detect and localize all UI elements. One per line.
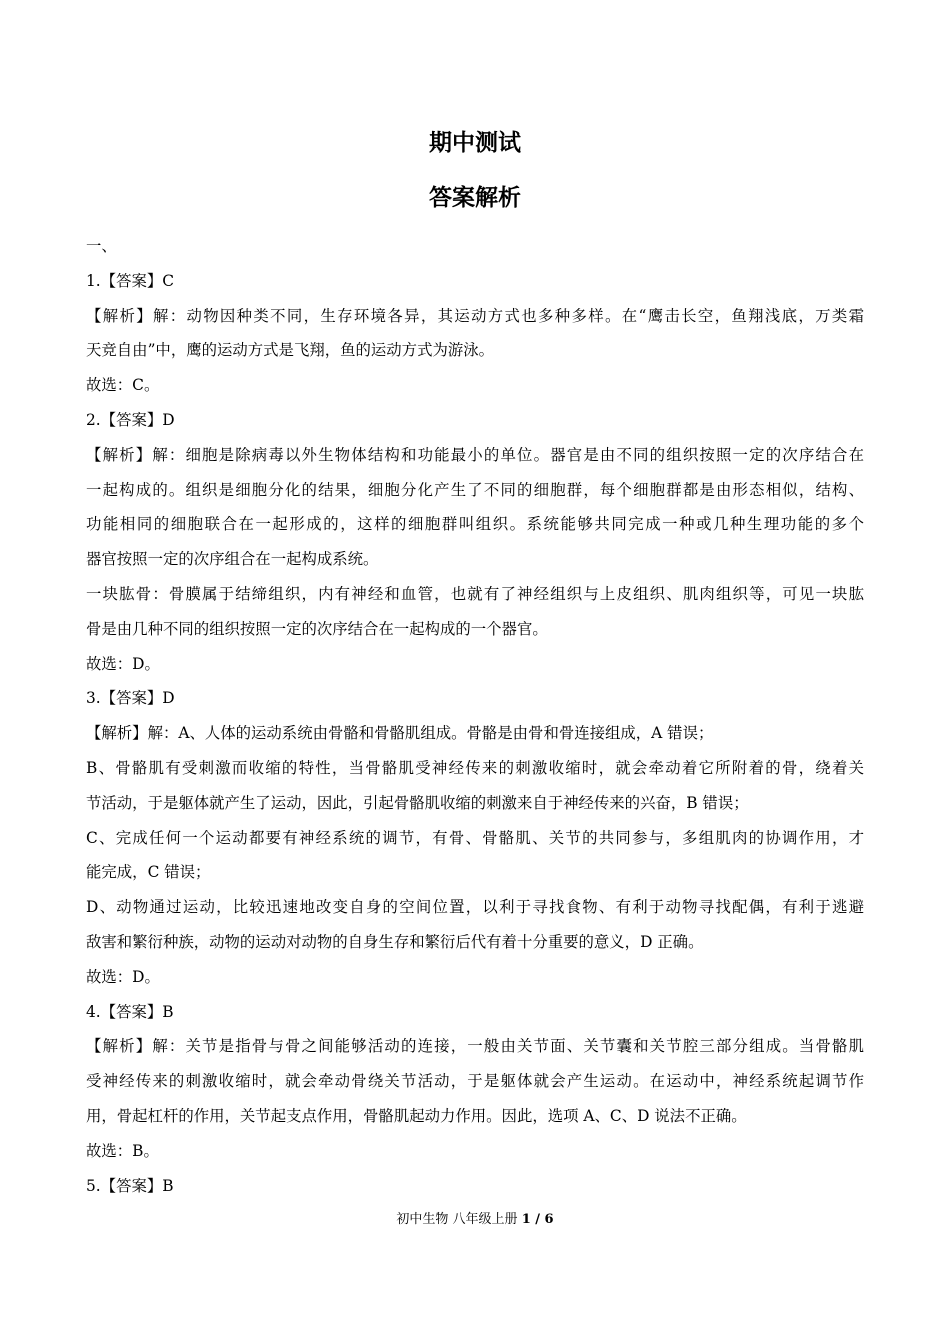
page-subtitle: 答案解析 bbox=[429, 185, 521, 211]
body-line: 一、 bbox=[86, 237, 117, 255]
body-line: 故选：B。 bbox=[86, 1141, 159, 1160]
page-title: 期中测试 bbox=[429, 130, 521, 156]
body-line: 敌害和繁衍种族，动物的运动对动物的自身生存和繁衍后代有着十分重要的意义，D 正确。 bbox=[86, 932, 704, 951]
body-line: 5.【答案】B bbox=[86, 1176, 174, 1195]
body-line: 【解析】解：A、人体的运动系统由骨骼和骨骼肌组成。骨骼是由骨和骨连接组成，A 错误； bbox=[86, 724, 714, 743]
body-line: 2.【答案】D bbox=[86, 410, 175, 429]
body-line: 故选：D。 bbox=[86, 967, 160, 986]
body-line: 用，骨起杠杆的作用，关节起支点作用，骨骼肌起动力作用。因此，选项 A、C、D 说法不正确。 bbox=[86, 1106, 747, 1125]
body-line: 【解析】解：动物因种类不同，生存环境各异，其运动方式也多种多样。在“鹰击长空，鱼翔浅底，万类霜 bbox=[86, 306, 864, 325]
body-line: 故选：D。 bbox=[86, 654, 160, 673]
body-line: D、动物通过运动，比较迅速地改变自身的空间位置，以利于寻找食物、有利于动物寻找配偶，有利于逃避 bbox=[86, 898, 864, 917]
document-body bbox=[86, 229, 864, 1203]
body-line: 受神经传来的刺激收缩时，就会牵动骨绕关节活动，于是躯体就会产生运动。在运动中，神经系统起调节作 bbox=[86, 1072, 864, 1091]
page-number: 1 / 6 bbox=[521, 1212, 554, 1227]
body-line: 节活动，于是躯体就产生了运动，因此，引起骨骼肌收缩的刺激来自于神经传来的兴奋，B 错误； bbox=[86, 793, 749, 812]
footer-label: 初中生物 八年级上册 bbox=[396, 1212, 518, 1227]
body-line: 器官按照一定的次序组合在一起构成系统。 bbox=[86, 550, 379, 569]
body-line: C、完成任何一个运动都要有神经系统的调节，有骨、骨骼肌、关节的共同参与，多组肌肉的协调作用，才 bbox=[86, 828, 864, 847]
body-line: 3.【答案】D bbox=[86, 689, 175, 708]
body-line: 功能相同的细胞联合在一起形成的，这样的细胞群叫组织。系统能够共同完成一种或几种生理功能的多个 bbox=[86, 515, 864, 534]
body-line: 天竞自由”中，鹰的运动方式是飞翔，鱼的运动方式为游泳。 bbox=[86, 341, 495, 360]
body-line: 故选：C。 bbox=[86, 376, 160, 395]
body-line: 【解析】解：关节是指骨与骨之间能够活动的连接，一般由关节面、关节囊和关节腔三部分组成。当骨骼肌 bbox=[86, 1037, 864, 1056]
body-line: 骨是由几种不同的组织按照一定的次序结合在一起构成的一个器官。 bbox=[86, 619, 548, 638]
body-line: B、骨骼肌有受刺激而收缩的特性，当骨骼肌受神经传来的刺激收缩时，就会牵动着它所附着的骨，绕着关 bbox=[86, 758, 864, 777]
page-footer bbox=[0, 1208, 950, 1232]
body-line: 4.【答案】B bbox=[86, 1002, 174, 1021]
body-line: 一起构成的。组织是细胞分化的结果，细胞分化产生了不同的细胞群，每个细胞群都是由形态相似，结构、 bbox=[86, 480, 864, 499]
body-line: 一块肱骨：骨膜属于结缔组织，内有神经和血管，也就有了神经组织与上皮组织、肌肉组织等，可见一块肱 bbox=[86, 584, 864, 603]
body-line: 1.【答案】C bbox=[86, 271, 175, 290]
body-line: 能完成，C 错误； bbox=[86, 863, 211, 882]
body-line: 【解析】解：细胞是除病毒以外生物体结构和功能最小的单位。器官是由不同的组织按照一定的次序结合在 bbox=[86, 445, 864, 464]
